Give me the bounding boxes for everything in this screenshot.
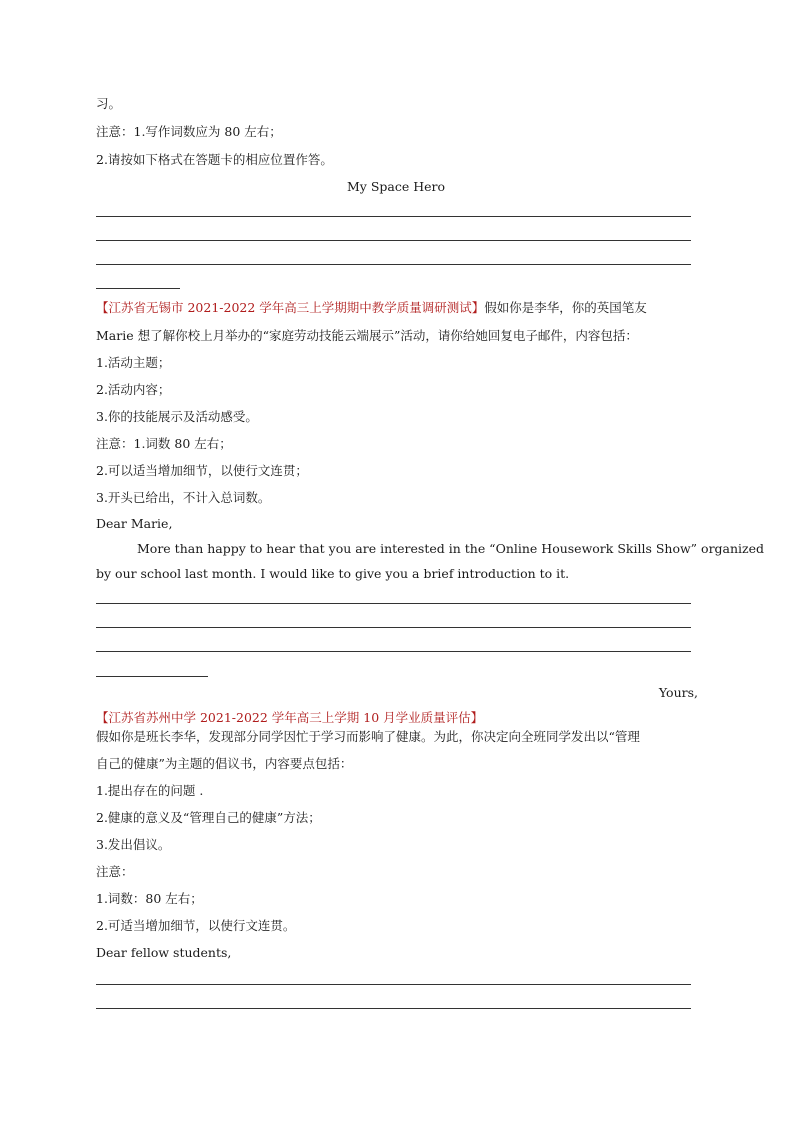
essay-title: My Space Hero [346, 179, 446, 194]
note-line: 2.可以适当增加细节，以使行文连贯； [96, 463, 308, 478]
note-line: 2.可适当增加细节，以使行文连贯。 [96, 918, 296, 933]
prompt-text: 假如你是班长李华，发现部分同学因忙于学习而影响了健康。为此，你决定向全班同学发出以“管理 [96, 729, 640, 744]
prompt-text: 自己的健康”为主题的倡议书，内容要点包括： [96, 756, 353, 771]
letter-body: by our school last month. I would like to give you a brief introduction to it. [96, 566, 570, 581]
content-point: 2.健康的意义及“管理自己的健康”方法； [96, 810, 321, 825]
answer-line [96, 627, 691, 628]
content-point: 1.活动主题； [96, 355, 171, 370]
answer-line [96, 264, 691, 265]
answer-line [96, 984, 691, 985]
note-line: 注意：1.写作词数应为 80 左右； [96, 124, 282, 139]
source-label: 【江苏省苏州中学 2021-2022 学年高三上学期 10 月学业质量评估】 [96, 710, 484, 725]
note-heading: 注意： [96, 864, 134, 879]
question-header [96, 300, 647, 316]
note-line: 3.开头已给出，不计入总词数。 [96, 490, 271, 505]
prompt-text: 假如你是李华，你的英国笔友 [484, 300, 647, 315]
content-point: 1.提出存在的问题 . [96, 783, 204, 798]
letter-greeting: Dear Marie, [96, 516, 173, 531]
letter-body: More than happy to hear that you are interested in the “Online Housework Skills Show” organized [137, 541, 765, 556]
letter-greeting: Dear fellow students, [96, 945, 232, 960]
answer-line [96, 216, 691, 217]
answer-line [96, 603, 691, 604]
note-line: 2.请按如下格式在答题卡的相应位置作答。 [96, 152, 333, 167]
content-point: 2.活动内容； [96, 382, 171, 397]
answer-line-short [96, 288, 180, 289]
answer-line-short [96, 676, 208, 677]
source-label: 【江苏省无锡市 2021-2022 学年高三上学期期中教学质量调研测试】 [96, 300, 485, 315]
letter-closing: Yours, [658, 685, 698, 700]
note-line: 注意：1.词数 80 左右； [96, 436, 232, 451]
answer-line [96, 240, 691, 241]
content-point: 3.发出倡议。 [96, 837, 171, 852]
answer-line [96, 1008, 691, 1009]
content-point: 3.你的技能展示及活动感受。 [96, 409, 258, 424]
answer-line [96, 651, 691, 652]
note-line: 1.词数：80 左右； [96, 891, 203, 906]
prompt-text: Marie 想了解你校上月举办的“家庭劳动技能云端展示”活动，请你给她回复电子邮件，内容包括： [96, 328, 638, 343]
continuation-text: 习。 [96, 96, 122, 111]
